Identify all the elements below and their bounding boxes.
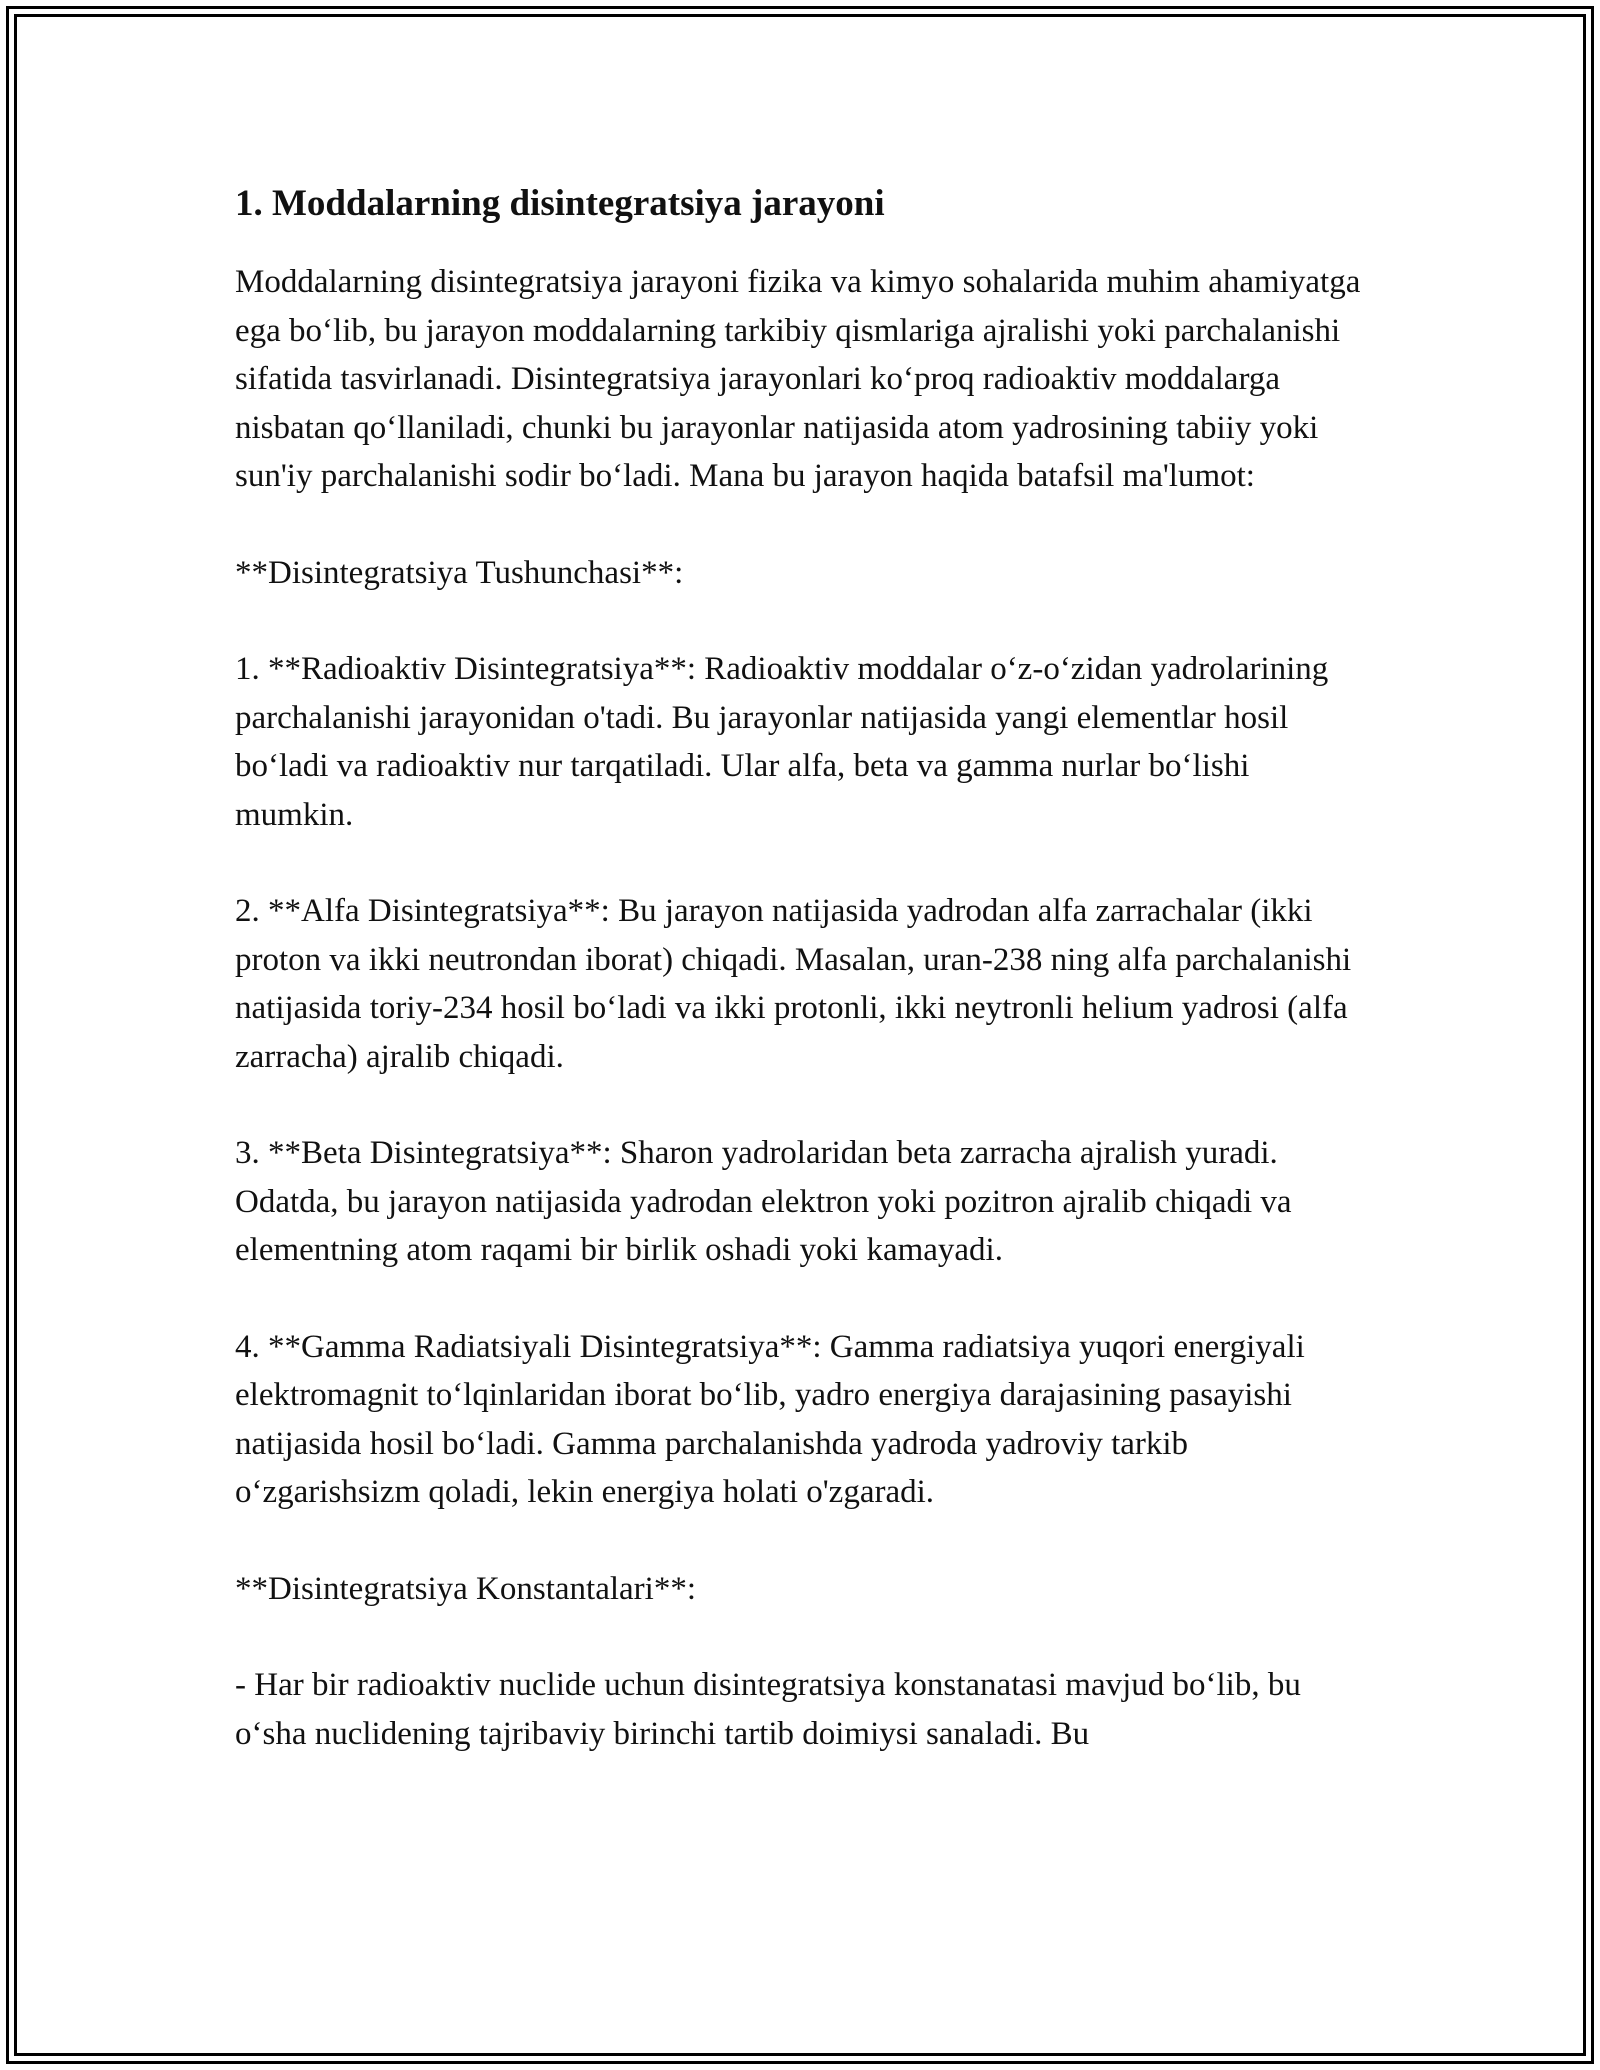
constants-subheading: **Disintegratsiya Konstantalari**:: [235, 1570, 696, 1607]
list-item-beta: 3. **Beta Disintegratsiya**: Sharon yadrolaridan beta zarracha ajralish yuradi. Odatda, bu jarayon natijasida yadrodan elektron yoki pozitron ajralib chiqadi va elementning atom raqami bir birlik oshadi yoki kamayadi.: [235, 1135, 1292, 1269]
list-item-radioactive: 1. **Radioaktiv Disintegratsiya**: Radioaktiv moddalar o‘z-o‘zidan yadrolarining parchalanishi jarayonidan o'tadi. Bu jarayonlar natijasida yangi elementlar hosil bo‘ladi va radioaktiv nur tarqatiladi. Ular alfa, beta va gamma nurlar bo‘lishi mumkin.: [235, 651, 1329, 833]
list-item-alpha: 2. **Alfa Disintegratsiya**: Bu jarayon natijasida yadrodan alfa zarrachalar (ikki proton va ikki neutrondan iborat) chiqadi. Masalan, uran-238 ning alfa parchalanishi natijasida toriy-234 hosil bo‘ladi va ikki protonli, ikki neytronli helium yadrosi (alfa zarracha) ajralib chiqadi.: [235, 893, 1352, 1075]
document-body: [235, 180, 1370, 1806]
intro-paragraph: Moddalarning disintegratsiya jarayoni fizika va kimyo sohalarida muhim ahamiyatga ega bo‘lib, bu jarayon moddalarning tarkibiy qismlariga ajralishi yoki parchalanishi sifatida tasvirlanadi. Disintegratsiya jarayonlari ko‘proq radioaktiv moddalarga nisbatan qo‘llaniladi, chunki bu jarayonlar natijasida atom yadrosining tabiiy yoki sun'iy parchalanishi sodir bo‘ladi. Mana bu jarayon haqida batafsil ma'lumot:: [235, 264, 1361, 495]
list-item-gamma: 4. **Gamma Radiatsiyali Disintegratsiya**: Gamma radiatsiya yuqori energiyali elektromagnit to‘lqinlaridan iborat bo‘lib, yadro energiya darajasining pasayishi natijasida hosil bo‘ladi. Gamma parchalanishda yadroda yadroviy tarkib o‘zgarishsizm qoladi, lekin energiya holati o'zgaradi.: [235, 1328, 1305, 1511]
constants-paragraph: - Har bir radioaktiv nuclide uchun disintegratsiya konstanatasi mavjud bo‘lib, bu o‘sha nuclidening tajribaviy birinchi tartib doimiysi sanaladi. Bu: [235, 1667, 1301, 1752]
concept-subheading: **Disintegratsiya Tushunchasi**:: [235, 554, 684, 591]
section-heading: 1. Moddalarning disintegratsiya jarayoni: [235, 183, 885, 224]
